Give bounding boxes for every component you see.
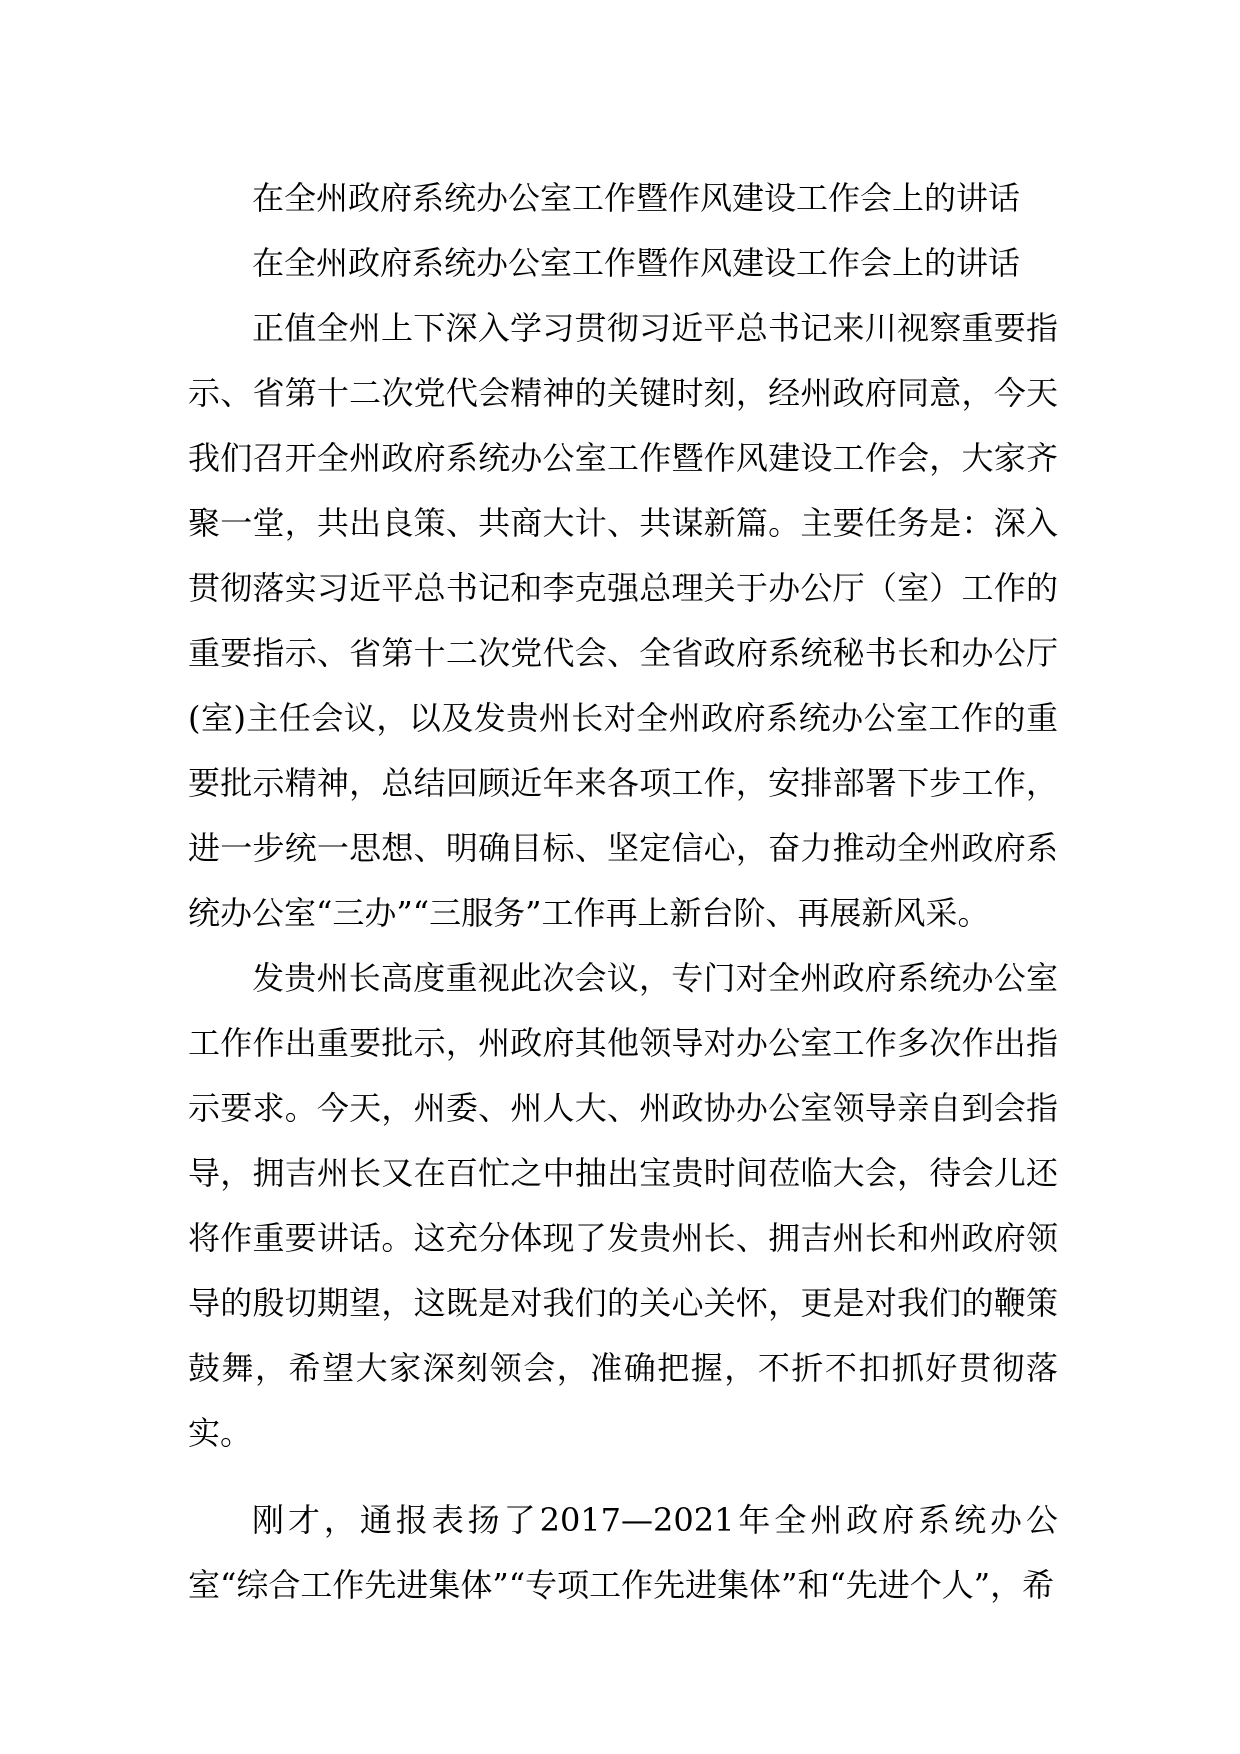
paragraph-2: 发贵州长高度重视此次会议，专门对全州政府系统办公室工作作出重要批示，州政府其他领导对办公室工作多次作出指示要求。今天，州委、州人大、州政协办公室领导亲自到会指导，拥吉州长又在百忙之中抽出宝贵时间莅临大会，待会儿还将作重要讲话。这充分体现了发贵州长、拥吉州长和州政府领导的殷切期望，这既是对我们的关心关怀，更是对我们的鞭策鼓舞，希望大家深刻领会，准确把握，不折不扣抓好贯彻落实。 xyxy=(188,959,1058,1452)
document-body xyxy=(188,166,1058,1618)
document-title: 在全州政府系统办公室工作暨作风建设工作会上的讲话 xyxy=(252,179,1021,217)
paragraph-1: 正值全州上下深入学习贯彻习近平总书记来川视察重要指示、省第十二次党代会精神的关键时刻，经州政府同意，今天我们召开全州政府系统办公室工作暨作风建设工作会，大家齐聚一堂，共出良策、共商大计、共谋新篇。主要任务是：深入贯彻落实习近平总书记和李克强总理关于办公厅（室）工作的重要指示、省第十二次党代会、全省政府系统秘书长和办公厅(室)主任会议，以及发贵州长对全州政府系统办公室工作的重要批示精神，总结回顾近年来各项工作，安排部署下步工作，进一步统一思想、明确目标、坚定信心，奋力推动全州政府系统办公室“三办”“三服务”工作再上新台阶、再展新风采。 xyxy=(188,309,1058,932)
document-subtitle: 在全州政府系统办公室工作暨作风建设工作会上的讲话 xyxy=(252,244,1021,282)
paragraph-3: 刚才，通报表扬了2017—2021年全州政府系统办公室“综合工作先进集体”“专项工作先进集体”和“先进个人”，希 xyxy=(188,1501,1058,1604)
